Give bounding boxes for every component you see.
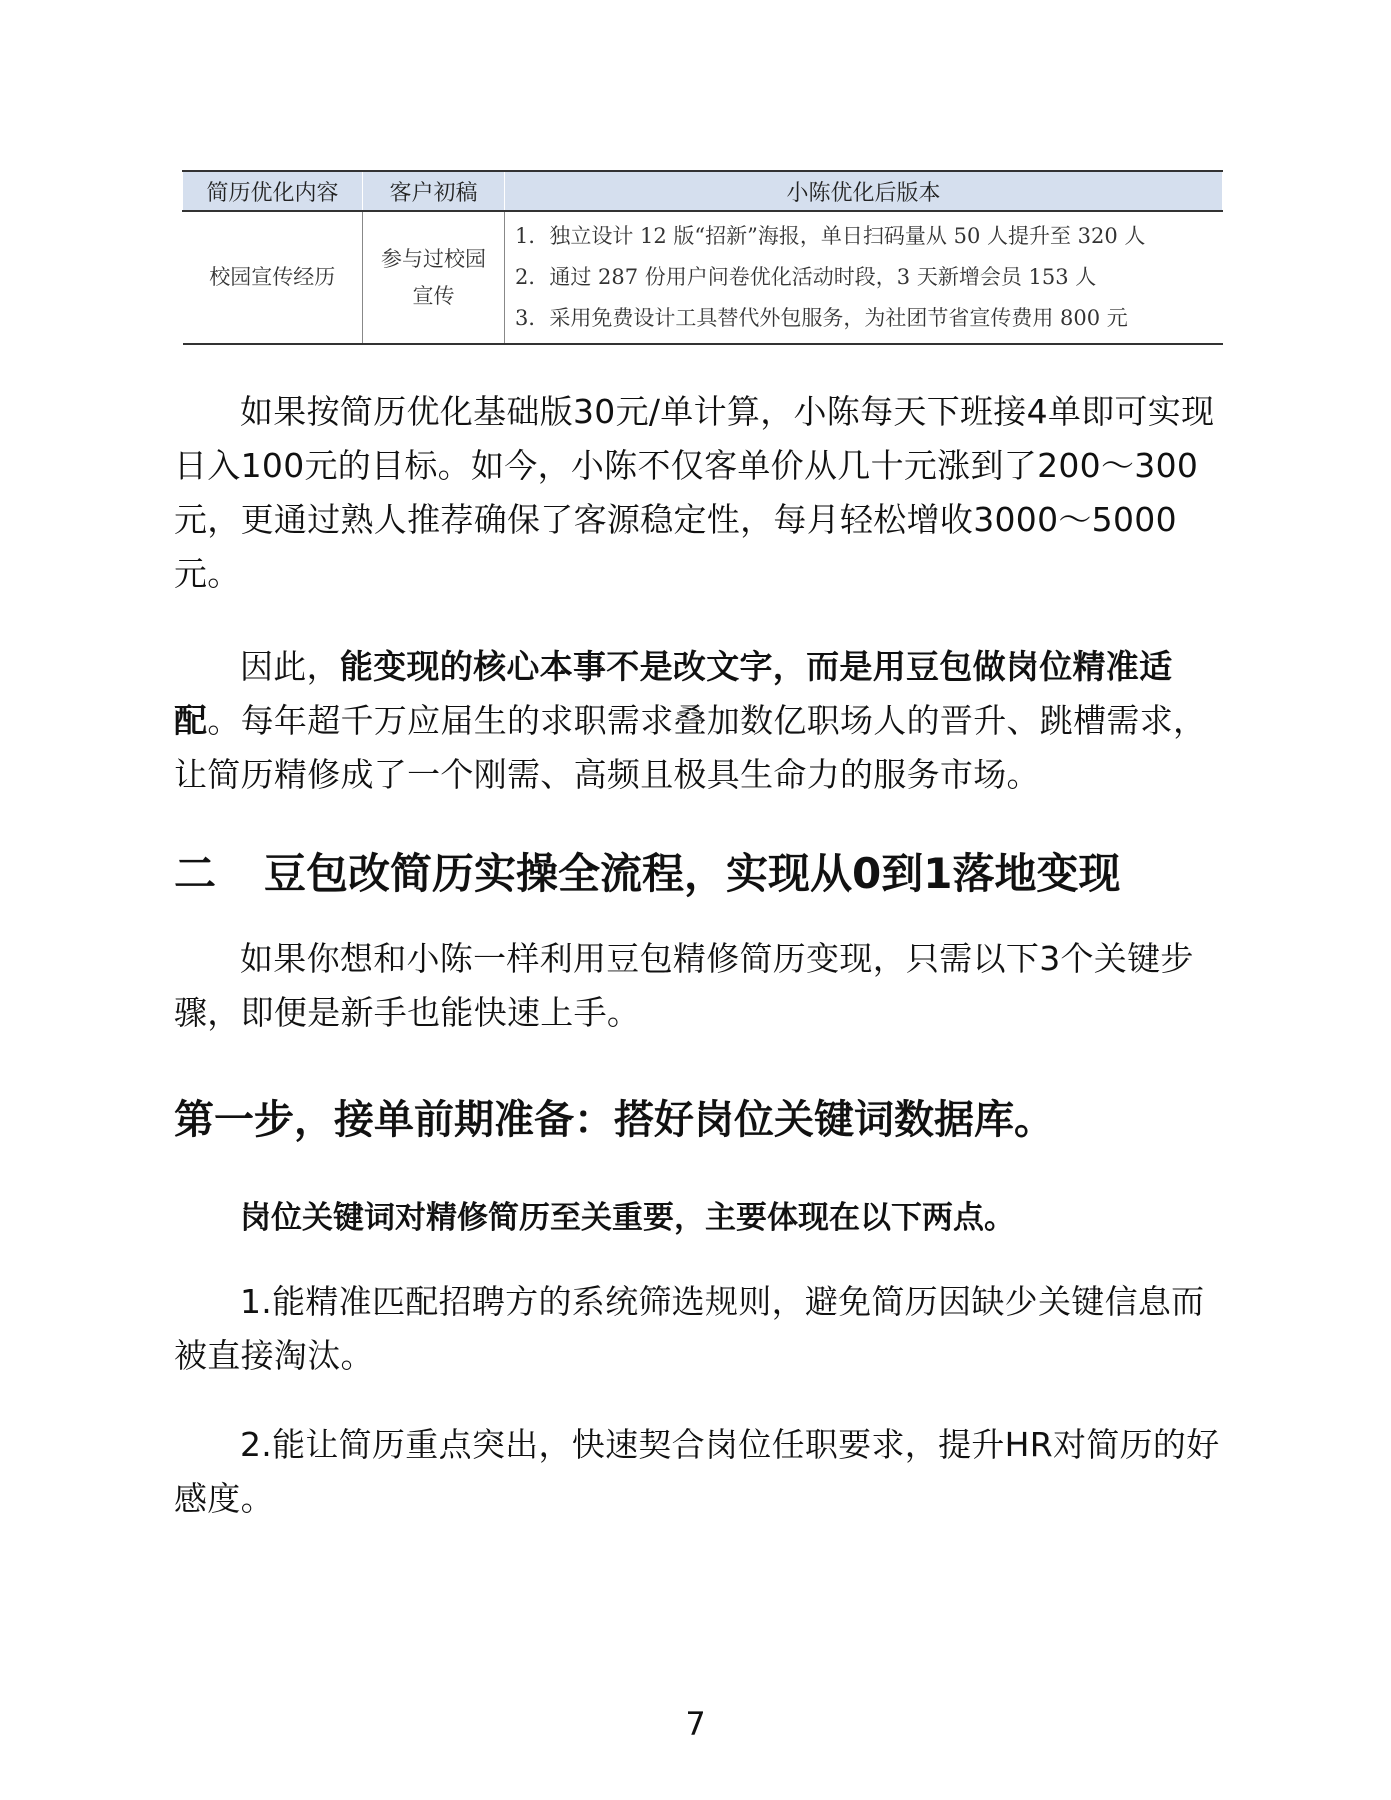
table-header-cell: 简历优化内容 — [183, 171, 363, 211]
section-title-text: 豆包改简历实操全流程，实现从0到1落地变现 — [264, 849, 1121, 898]
table-cell-optimized — [505, 211, 1223, 344]
optimized-list — [515, 216, 1215, 339]
point-one: 1.能精准匹配招聘方的系统筛选规则，避免简历因缺少关键信息而被直接淘汰。 — [174, 1282, 1205, 1375]
list-item: 3．采用免费设计工具替代外包服务，为社团节省宣传费用 800 元 — [515, 306, 1128, 330]
paragraph-core-skill — [174, 640, 1224, 802]
step-heading: 第一步，接单前期准备：搭好岗位关键词数据库。 — [174, 1097, 1054, 1143]
paragraph-lead-text: 因此， — [240, 647, 340, 686]
table-row — [183, 211, 1223, 344]
paragraph-steps-intro: 如果你想和小陈一样利用豆包精修简历变现，只需以下3个关键步骤，即便是新手也能快速上手。 — [174, 939, 1194, 1032]
table-header-cell: 客户初稿 — [363, 171, 505, 211]
table-header-cell: 小陈优化后版本 — [505, 171, 1223, 211]
paragraph-rest-text: 。每年超千万应届生的求职需求叠加数亿职场人的晋升、跳槽需求，让简历精修成了一个刚需、高频且极具生命力的服务市场。 — [174, 701, 1207, 794]
resume-optimization-table — [182, 170, 1223, 345]
page-number: 7 — [685, 1705, 706, 1743]
section-heading — [174, 846, 1224, 902]
point-two: 2.能让简历重点突出，快速契合岗位任职要求，提升HR对简历的好感度。 — [174, 1425, 1220, 1518]
list-item: 2．通过 287 份用户问卷优化活动时段，3 天新增会员 153 人 — [515, 265, 1097, 289]
table-cell-item: 校园宣传经历 — [183, 211, 363, 344]
table-cell-draft: 参与过校园宣传 — [363, 211, 505, 344]
paragraph-income: 如果按简历优化基础版30元/单计算，小陈每天下班接4单即可实现日入100元的目标。如今，小陈不仅客单价从几十元涨到了200～300元，更通过熟人推荐确保了客源稳定性，每月轻松增收3000～5000元。 — [174, 392, 1215, 593]
keyword-lead: 岗位关键词对精修简历至关重要，主要体现在以下两点。 — [240, 1200, 1015, 1236]
paragraph-bold-text: 能变现的核心本事不是改文字，而是用豆包做岗位精准适配 — [174, 647, 1173, 740]
list-item: 1．独立设计 12 版“招新”海报，单日扫码量从 50 人提升至 320 人 — [515, 224, 1146, 248]
table-header-row — [183, 171, 1223, 211]
section-number: 二 — [174, 849, 217, 898]
